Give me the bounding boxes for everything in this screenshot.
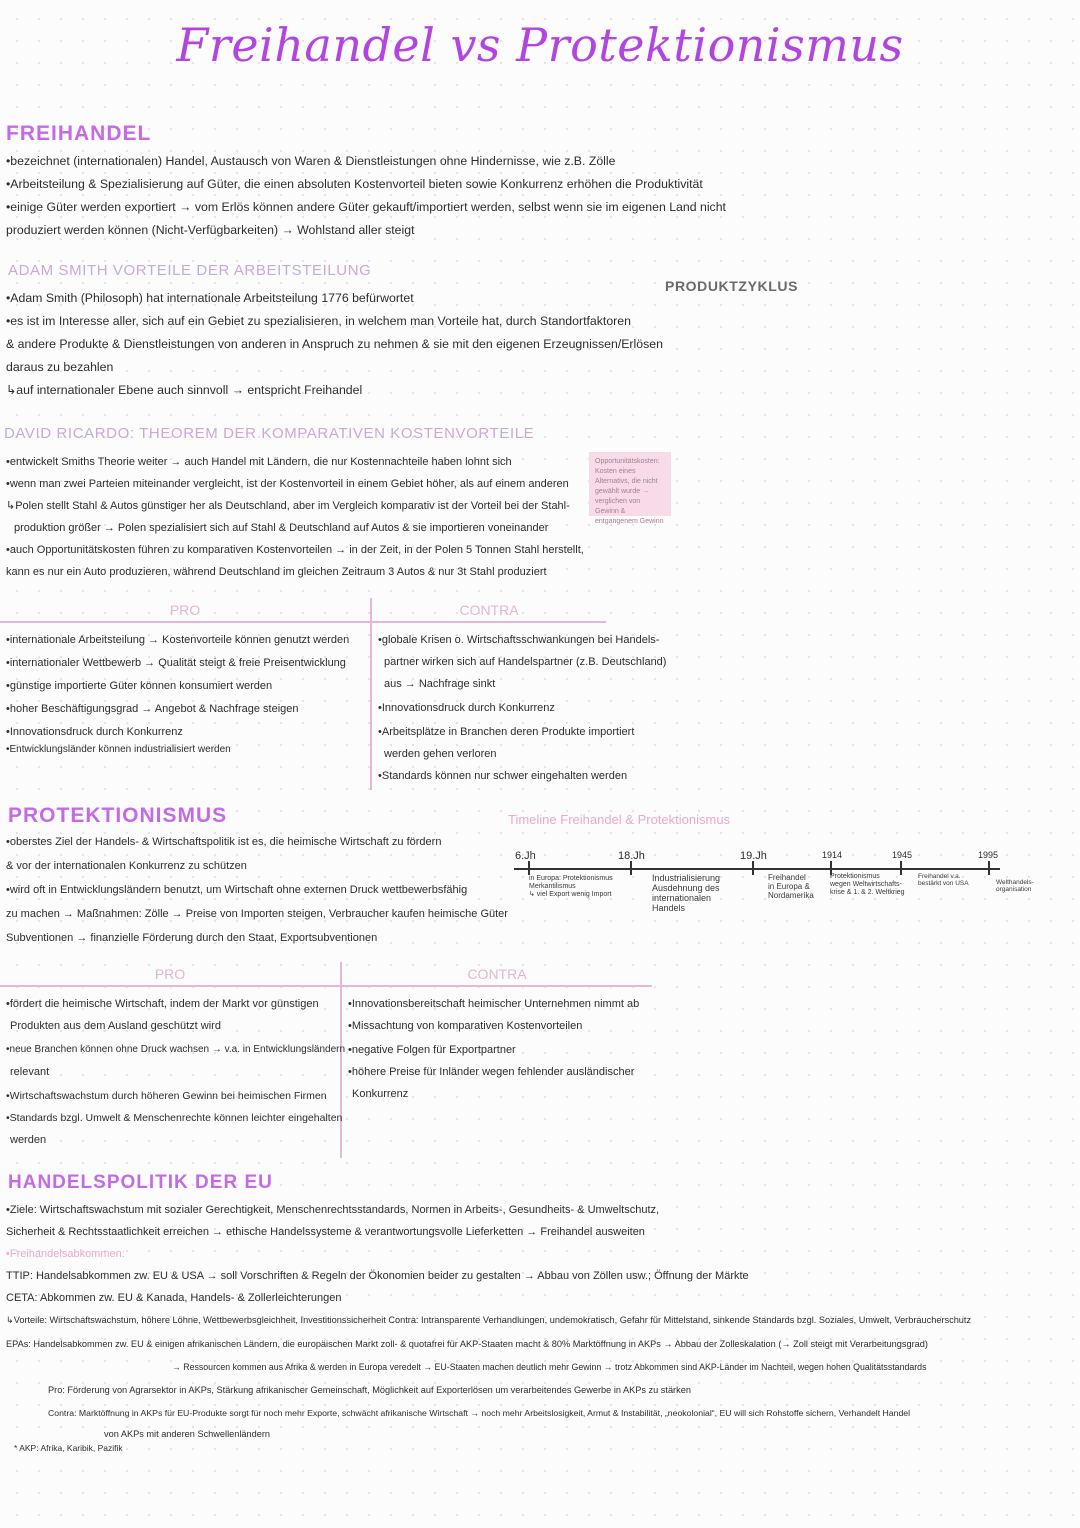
fh-contra-item: •Arbeitsplätze in Branchen deren Produkte importiert: [378, 726, 635, 738]
prot-line: •oberstes Ziel der Handels- & Wirtschaftspolitik ist es, die heimische Wirtschaft zu fördern: [6, 836, 442, 848]
fh-table-hline: [0, 621, 606, 623]
ricardo-line: produktion größer → Polen spezialisiert sich auf Stahl & Deutschland auf Autos & sie importieren voneinander: [14, 522, 549, 534]
protektionismus-heading: PROTEKTIONISMUS: [8, 804, 228, 827]
timeline-label: in Europa: Protektionismus Merkantilismus ↳ viel Export wenig Import: [529, 875, 613, 898]
prot-contra-item: •Missachtung von komparativen Kostenvorteilen: [348, 1020, 583, 1032]
timeline-tick: [988, 861, 990, 875]
timeline-year: 19.Jh: [740, 850, 767, 862]
timeline-label: Freihandel v.a. bestärkt von USA: [918, 873, 969, 887]
eu-line: Contra: Marktöffnung in AKPs für EU-Produkte sorgt für noch mehr Exporte, schwächt afrikanische Wirtschaft → noch mehr Arbeitslosigkeit, Armut & Instabilität, „neokolonial“, EU will sich Rohstoffe sichern, Verhandelt Handel: [48, 1408, 911, 1418]
fh-contra-item: •Standards können nur schwer eingehalten werden: [378, 770, 628, 782]
fh-table-vline: [370, 598, 372, 790]
smith-line: daraus zu bezahlen: [6, 360, 114, 374]
sticky-note: Opportunitätskosten: Kosten eines Alternativs, die nicht gewählt wurde → verglichen von Gewinn & entgangenem Gewinn: [589, 452, 671, 516]
prot-table-hline: [0, 985, 652, 987]
prot-line: & vor der internationalen Konkurrenz zu schützen: [6, 860, 247, 872]
fh-pro-item: •Innovationsdruck durch Konkurrenz: [6, 726, 183, 738]
timeline-year: 1995: [978, 850, 999, 860]
prot-pro-item: •Wirtschaftswachstum durch höheren Gewinn bei heimischen Firmen: [6, 1090, 327, 1102]
eu-line: ↳Vorteile: Wirtschaftswachstum, höhere Löhne, Wettbewerbsgleichheit, Investitionssicherheit Contra: Intransparente Verhandlungen, undemokratisch, Gefahr für Mittelstand, sinkende Standards bzgl. Soziales, Umwelt, Verbraucherschutz: [6, 1315, 972, 1325]
prot-table-vline: [340, 962, 342, 1158]
eu-line: Sicherheit & Rechtsstaatlichkeit erreichen → ethische Handelssysteme & verantwortungsvolle Lieferketten → Freihandel ausweiten: [6, 1226, 645, 1238]
prot-pro-item: Produkten aus dem Ausland geschützt wird: [10, 1020, 221, 1032]
freihandel-line: •bezeichnet (internationalen) Handel, Austausch von Waren & Dienstleistungen ohne Hindernisse, wie z.B. Zölle: [6, 154, 616, 168]
smith-line: •es ist im Interesse aller, sich auf ein Gebiet zu spezialisieren, in welchem man Vorteile hat, durch Standortfaktoren: [6, 314, 631, 328]
eu-line: von AKPs mit anderen Schwellenländern: [104, 1429, 270, 1439]
smith-line: ↳auf internationaler Ebene auch sinnvoll → entspricht Freihandel: [6, 383, 363, 397]
timeline-year: 6.Jh: [515, 850, 536, 862]
eu-line: •Freihandelsabkommen:: [6, 1248, 125, 1260]
eu-footnote: * AKP: Afrika, Karibik, Pazifik: [14, 1443, 123, 1453]
ricardo-line: •wenn man zwei Parteien miteinander vergleicht, ist der Kostenvorteil in einem Gebiet höher, als auf einem anderen: [6, 478, 569, 490]
fh-pro-item: •Entwicklungsländer können industrialisiert werden: [6, 744, 231, 755]
prot-contra-item: •negative Folgen für Exportpartner: [348, 1044, 516, 1056]
timeline-tick: [752, 861, 754, 875]
timeline-label: Freihandel in Europa & Nordamerika: [768, 873, 814, 900]
fh-pro-item: •hoher Beschäftigungsgrad → Angebot & Nachfrage steigen: [6, 703, 299, 715]
prot-pro-item: •Standards bzgl. Umwelt & Menschenrechte können leichter eingehalten: [6, 1112, 343, 1124]
timeline-year: 1914: [822, 850, 843, 860]
fh-contra-item: •globale Krisen o. Wirtschaftsschwankungen bei Handels-: [378, 634, 660, 646]
timeline-tick: [528, 861, 530, 875]
freihandel-line: •Arbeitsteilung & Spezialisierung auf Güter, die einen absoluten Kostenvorteil bieten sowie Konkurrenz erhöhen die Produktivität: [6, 177, 703, 191]
timeline-tick: [630, 861, 632, 875]
page-title: Freihandel vs Protektionismus: [176, 18, 904, 72]
eu-line: TTIP: Handelsabkommen zw. EU & USA → soll Vorschriften & Regeln der Ökonomien beider zu gestalten → Abbau von Zöllen usw.; Öffnung der Märkte: [6, 1270, 749, 1282]
prot-pro-item: •neue Branchen können ohne Druck wachsen → v.a. in Entwicklungsländern: [6, 1044, 346, 1055]
timeline-axis: [514, 868, 1000, 870]
freihandel-line: produziert werden können (Nicht-Verfügbarkeiten) → Wohlstand aller steigt: [6, 223, 415, 237]
ricardo-line: •auch Opportunitätskosten führen zu komparativen Kostenvorteilen → in der Zeit, in der Polen 5 Tonnen Stahl herstellt,: [6, 544, 584, 556]
produktzyklus-heading: PRODUKTZYKLUS: [665, 278, 799, 294]
ricardo-line: •entwickelt Smiths Theorie weiter → auch Handel mit Ländern, die nur Kostennachteile haben lohnt sich: [6, 456, 512, 468]
ricardo-line: ↳Polen stellt Stahl & Autos günstiger her als Deutschland, aber im Vergleich komparativ ist der Vorteil bei der Stahl-: [6, 500, 570, 512]
timeline-label: Welthandels- organisation: [996, 879, 1034, 893]
prot-pro-item: werden: [10, 1134, 47, 1146]
fh-contra-item: aus → Nachfrage sinkt: [384, 678, 496, 690]
prot-line: Subventionen → finanzielle Förderung durch den Staat, Exportsubventionen: [6, 932, 378, 944]
fh-pro-item: •günstige importierte Güter können konsumiert werden: [6, 680, 273, 692]
smith-line: •Adam Smith (Philosoph) hat internationale Arbeitsteilung 1776 befürwortet: [6, 291, 414, 305]
timeline-year: 18.Jh: [618, 850, 645, 862]
fh-contra-item: werden gehen verloren: [384, 748, 497, 760]
freihandel-heading: FREIHANDEL: [6, 122, 152, 145]
eu-heading: HANDELSPOLITIK DER EU: [8, 1172, 273, 1193]
fh-contra-item: •Innovationsdruck durch Konkurrenz: [378, 702, 555, 714]
fh-contra-heading: CONTRA: [459, 602, 519, 618]
prot-line: zu machen → Maßnahmen: Zölle → Preise von Importen steigen, Verbraucher kaufen heimische Güter: [6, 908, 508, 920]
fh-pro-item: •internationaler Wettbewerb → Qualität steigt & freie Preisentwicklung: [6, 657, 346, 669]
eu-line: Pro: Förderung von Agrarsektor in AKPs, Stärkung afrikanischer Gemeinschaft, Möglichkeit auf Exporterlösen um verarbeitendes Gewerbe in AKPs zu stärken: [48, 1385, 691, 1395]
eu-line: EPAs: Handelsabkommen zw. EU & einigen afrikanischen Ländern, die europäischen Markt zoll- & quotafrei für AKP-Staaten macht & 80% Marktöffnung in AKPs → Abbau der Zolleskalation (→ Zoll steigt mit Verarbeitungsgrad): [6, 1339, 928, 1349]
ricardo-heading: DAVID RICARDO: THEOREM DER KOMPARATIVEN KOSTENVORTEILE: [4, 425, 535, 442]
prot-contra-item: Konkurrenz: [352, 1088, 409, 1100]
prot-pro-item: relevant: [10, 1066, 50, 1078]
fh-contra-item: partner wirken sich auf Handelspartner (z.B. Deutschland): [384, 656, 667, 668]
ricardo-line: kann es nur ein Auto produzieren, während Deutschland im gleichen Zeitraum 3 Autos & nur 3t Stahl produziert: [6, 566, 547, 578]
freihandel-line: •einige Güter werden exportiert → vom Erlös können andere Güter gekauft/importiert werden, selbst wenn sie im eigenen Land nicht: [6, 200, 726, 214]
smith-line: & andere Produkte & Dienstleistungen von anderen in Anspruch zu nehmen & sie mit den eigenen Erzeugnissen/Erlösen: [6, 337, 663, 351]
fh-pro-item: •internationale Arbeitsteilung → Kostenvorteile können genutzt werden: [6, 634, 350, 646]
timeline-label: Protektionismus wegen Weltwirtschafts- krise & 1. & 2. Weltkrieg: [830, 873, 905, 896]
prot-contra-item: •Innovationsbereitschaft heimischer Unternehmen nimmt ab: [348, 998, 640, 1010]
timeline-heading: Timeline Freihandel & Protektionismus: [508, 812, 731, 827]
prot-pro-heading: PRO: [154, 966, 186, 982]
prot-line: •wird oft in Entwicklungsländern benutzt, um Wirtschaft ohne externen Druck wettbewerbsfähig: [6, 884, 468, 896]
smith-heading: ADAM SMITH VORTEILE DER ARBEITSTEILUNG: [8, 262, 372, 279]
eu-line: •Ziele: Wirtschaftswachstum mit sozialer Gerechtigkeit, Menschenrechtsstandards, Normen in Arbeits-, Gesundheits- & Umweltschutz,: [6, 1204, 660, 1216]
timeline-label: Industrialisierung Ausdehnung des internationalen Handels: [652, 873, 721, 913]
prot-pro-item: •fördert die heimische Wirtschaft, indem der Markt vor günstigen: [6, 998, 319, 1010]
timeline-year: 1945: [892, 850, 913, 860]
fh-pro-heading: PRO: [169, 602, 201, 618]
eu-line: CETA: Abkommen zw. EU & Kanada, Handels- & Zollerleichterungen: [6, 1292, 342, 1304]
prot-contra-heading: CONTRA: [467, 966, 527, 982]
prot-contra-item: •höhere Preise für Inländer wegen fehlender ausländischer: [348, 1066, 635, 1078]
eu-line: → Ressourcen kommen aus Afrika & werden in Europa veredelt → EU-Staaten machen deutlich mehr Gewinn → trotz Abkommen sind AKP-Länder im Nachteil, wegen hohen Qualitätsstandards: [172, 1362, 927, 1372]
